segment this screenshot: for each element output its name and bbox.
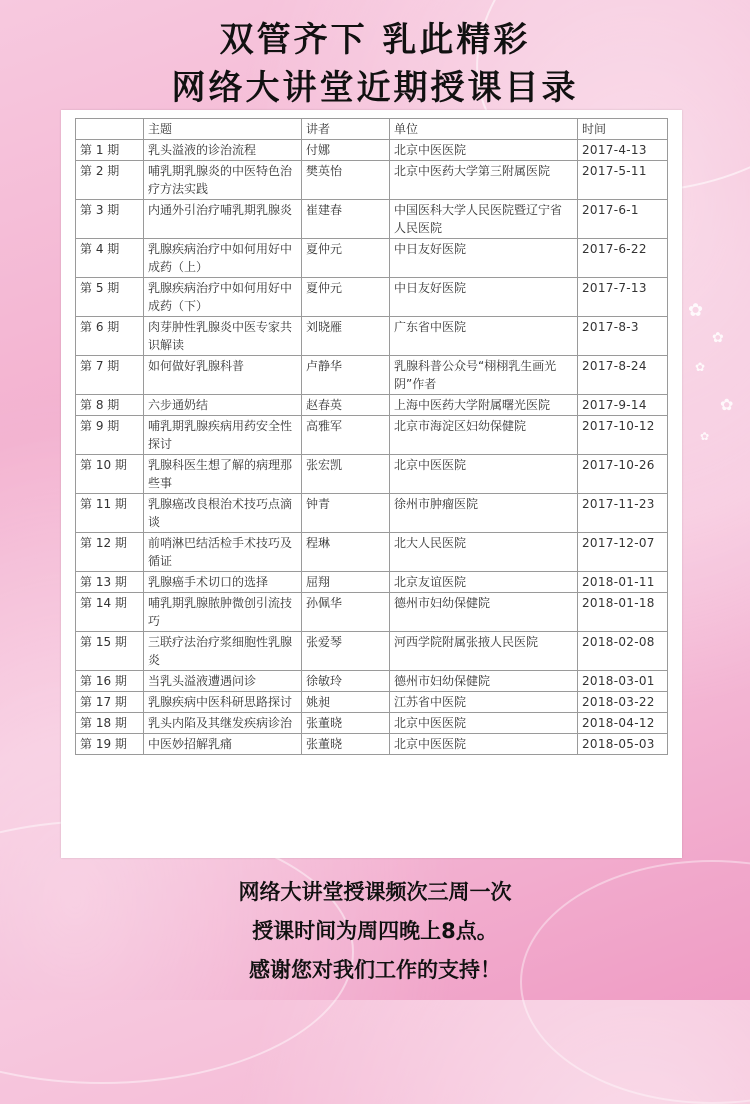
- flower-icon: ✿: [688, 300, 704, 321]
- institution-cell: 北京中医医院: [390, 734, 578, 755]
- date-cell: 2017-11-23: [578, 494, 668, 533]
- topic-cell: 乳腺癌改良根治术技巧点滴谈: [144, 494, 302, 533]
- institution-cell: 河西学院附属张掖人民医院: [390, 632, 578, 671]
- date-cell: 2017-10-12: [578, 416, 668, 455]
- table-row: [76, 572, 668, 593]
- institution-cell: 北京中医医院: [390, 140, 578, 161]
- flower-icon: ✿: [712, 330, 724, 346]
- date-cell: 2018-01-11: [578, 572, 668, 593]
- topic-cell: 三联疗法治疗浆细胞性乳腺炎: [144, 632, 302, 671]
- period-cell: 第 10 期: [76, 455, 144, 494]
- schedule-table: [75, 118, 668, 755]
- topic-cell: 乳腺科医生想了解的病理那些事: [144, 455, 302, 494]
- topic-cell: 中医妙招解乳痛: [144, 734, 302, 755]
- date-cell: 2017-7-13: [578, 278, 668, 317]
- footer-time: 授课时间为周四晚上8点。: [252, 919, 498, 943]
- table-row: [76, 455, 668, 494]
- topic-cell: 哺乳期乳腺脓肿微创引流技巧: [144, 593, 302, 632]
- table-row: [76, 239, 668, 278]
- period-cell: 第 1 期: [76, 140, 144, 161]
- speaker-cell: 赵春英: [302, 395, 390, 416]
- period-cell: 第 9 期: [76, 416, 144, 455]
- period-cell: 第 16 期: [76, 671, 144, 692]
- table-row: [76, 671, 668, 692]
- speaker-cell: 樊英怡: [302, 161, 390, 200]
- date-cell: 2018-04-12: [578, 713, 668, 734]
- flower-icon: ✿: [700, 430, 710, 443]
- speaker-cell: 钟青: [302, 494, 390, 533]
- table-row: [76, 356, 668, 395]
- speaker-cell: 刘晓雁: [302, 317, 390, 356]
- topic-cell: 乳腺疾病治疗中如何用好中成药（上）: [144, 239, 302, 278]
- topic-cell: 乳头内陷及其继发疾病诊治: [144, 713, 302, 734]
- date-cell: 2017-6-1: [578, 200, 668, 239]
- period-cell: 第 18 期: [76, 713, 144, 734]
- table-row: [76, 317, 668, 356]
- header-speaker: 讲者: [302, 119, 390, 140]
- period-cell: 第 15 期: [76, 632, 144, 671]
- institution-cell: 北大人民医院: [390, 533, 578, 572]
- institution-cell: 北京中医医院: [390, 713, 578, 734]
- table-row: [76, 632, 668, 671]
- speaker-cell: 卢静华: [302, 356, 390, 395]
- speaker-cell: 张董晓: [302, 734, 390, 755]
- period-cell: 第 17 期: [76, 692, 144, 713]
- date-cell: 2017-12-07: [578, 533, 668, 572]
- table-row: [76, 713, 668, 734]
- topic-cell: 肉芽肿性乳腺炎中医专家共识解读: [144, 317, 302, 356]
- period-cell: 第 12 期: [76, 533, 144, 572]
- date-cell: 2017-8-3: [578, 317, 668, 356]
- table-row: [76, 395, 668, 416]
- table-row: [76, 533, 668, 572]
- institution-cell: 北京中医药大学第三附属医院: [390, 161, 578, 200]
- date-cell: 2018-02-08: [578, 632, 668, 671]
- flower-icon: ✿: [695, 360, 706, 374]
- table-header-row: [76, 119, 668, 140]
- table-row: [76, 734, 668, 755]
- institution-cell: 德州市妇幼保健院: [390, 593, 578, 632]
- header-institution: 单位: [390, 119, 578, 140]
- date-cell: 2018-03-01: [578, 671, 668, 692]
- date-cell: 2017-8-24: [578, 356, 668, 395]
- speaker-cell: 付娜: [302, 140, 390, 161]
- schedule-sheet: [61, 110, 682, 858]
- table-row: [76, 200, 668, 239]
- date-cell: 2017-10-26: [578, 455, 668, 494]
- speaker-cell: 高雅军: [302, 416, 390, 455]
- date-cell: 2017-4-13: [578, 140, 668, 161]
- flower-icon: ✿: [720, 395, 734, 414]
- table-row: [76, 161, 668, 200]
- table-row: [76, 593, 668, 632]
- institution-cell: 北京市海淀区妇幼保健院: [390, 416, 578, 455]
- period-cell: 第 6 期: [76, 317, 144, 356]
- speaker-cell: 屈翔: [302, 572, 390, 593]
- date-cell: 2018-01-18: [578, 593, 668, 632]
- speaker-cell: 崔建春: [302, 200, 390, 239]
- period-cell: 第 7 期: [76, 356, 144, 395]
- table-row: [76, 278, 668, 317]
- period-cell: 第 13 期: [76, 572, 144, 593]
- topic-cell: 如何做好乳腺科普: [144, 356, 302, 395]
- date-cell: 2017-6-22: [578, 239, 668, 278]
- topic-cell: 哺乳期乳腺疾病用药安全性探讨: [144, 416, 302, 455]
- period-cell: 第 8 期: [76, 395, 144, 416]
- footer-frequency: 网络大讲堂授课频次三周一次: [238, 880, 512, 904]
- footer-thanks: 感谢您对我们工作的支持！: [249, 958, 501, 982]
- date-cell: 2017-5-11: [578, 161, 668, 200]
- institution-cell: 广东省中医院: [390, 317, 578, 356]
- topic-cell: 哺乳期乳腺炎的中医特色治疗方法实践: [144, 161, 302, 200]
- topic-cell: 内通外引治疗哺乳期乳腺炎: [144, 200, 302, 239]
- period-cell: 第 5 期: [76, 278, 144, 317]
- speaker-cell: 夏仲元: [302, 278, 390, 317]
- speaker-cell: 张董晓: [302, 713, 390, 734]
- speaker-cell: 孙佩华: [302, 593, 390, 632]
- topic-cell: 当乳头溢液遭遇问诊: [144, 671, 302, 692]
- table-row: [76, 140, 668, 161]
- topic-cell: 乳腺疾病中医科研思路探讨: [144, 692, 302, 713]
- speaker-cell: 夏仲元: [302, 239, 390, 278]
- speaker-cell: 徐敏玲: [302, 671, 390, 692]
- period-cell: 第 11 期: [76, 494, 144, 533]
- header-date: 时间: [578, 119, 668, 140]
- institution-cell: 江苏省中医院: [390, 692, 578, 713]
- period-cell: 第 19 期: [76, 734, 144, 755]
- background-swirl: [0, 820, 354, 1084]
- institution-cell: 中国医科大学人民医院暨辽宁省人民医院: [390, 200, 578, 239]
- institution-cell: 北京中医医院: [390, 455, 578, 494]
- institution-cell: 中日友好医院: [390, 278, 578, 317]
- period-cell: 第 3 期: [76, 200, 144, 239]
- period-cell: 第 14 期: [76, 593, 144, 632]
- speaker-cell: 程琳: [302, 533, 390, 572]
- period-cell: 第 4 期: [76, 239, 144, 278]
- institution-cell: 德州市妇幼保健院: [390, 671, 578, 692]
- institution-cell: 徐州市肿瘤医院: [390, 494, 578, 533]
- period-cell: 第 2 期: [76, 161, 144, 200]
- speaker-cell: 张宏凯: [302, 455, 390, 494]
- header-topic: 主题: [144, 119, 302, 140]
- institution-cell: 乳腺科普公众号“栩栩乳生画光阴”作者: [390, 356, 578, 395]
- page-title: 双管齐下 乳此精彩: [219, 20, 531, 60]
- table-row: [76, 692, 668, 713]
- header-period: [76, 119, 144, 140]
- institution-cell: 上海中医药大学附属曙光医院: [390, 395, 578, 416]
- institution-cell: 中日友好医院: [390, 239, 578, 278]
- speaker-cell: 张爱琴: [302, 632, 390, 671]
- speaker-cell: 姚昶: [302, 692, 390, 713]
- table-row: [76, 494, 668, 533]
- topic-cell: 六步通奶结: [144, 395, 302, 416]
- topic-cell: 前哨淋巴结活检手术技巧及循证: [144, 533, 302, 572]
- topic-cell: 乳头溢液的诊治流程: [144, 140, 302, 161]
- date-cell: 2017-9-14: [578, 395, 668, 416]
- date-cell: 2018-03-22: [578, 692, 668, 713]
- date-cell: 2018-05-03: [578, 734, 668, 755]
- topic-cell: 乳腺癌手术切口的选择: [144, 572, 302, 593]
- page-subtitle: 网络大讲堂近期授课目录: [171, 68, 579, 108]
- topic-cell: 乳腺疾病治疗中如何用好中成药（下）: [144, 278, 302, 317]
- table-row: [76, 416, 668, 455]
- institution-cell: 北京友谊医院: [390, 572, 578, 593]
